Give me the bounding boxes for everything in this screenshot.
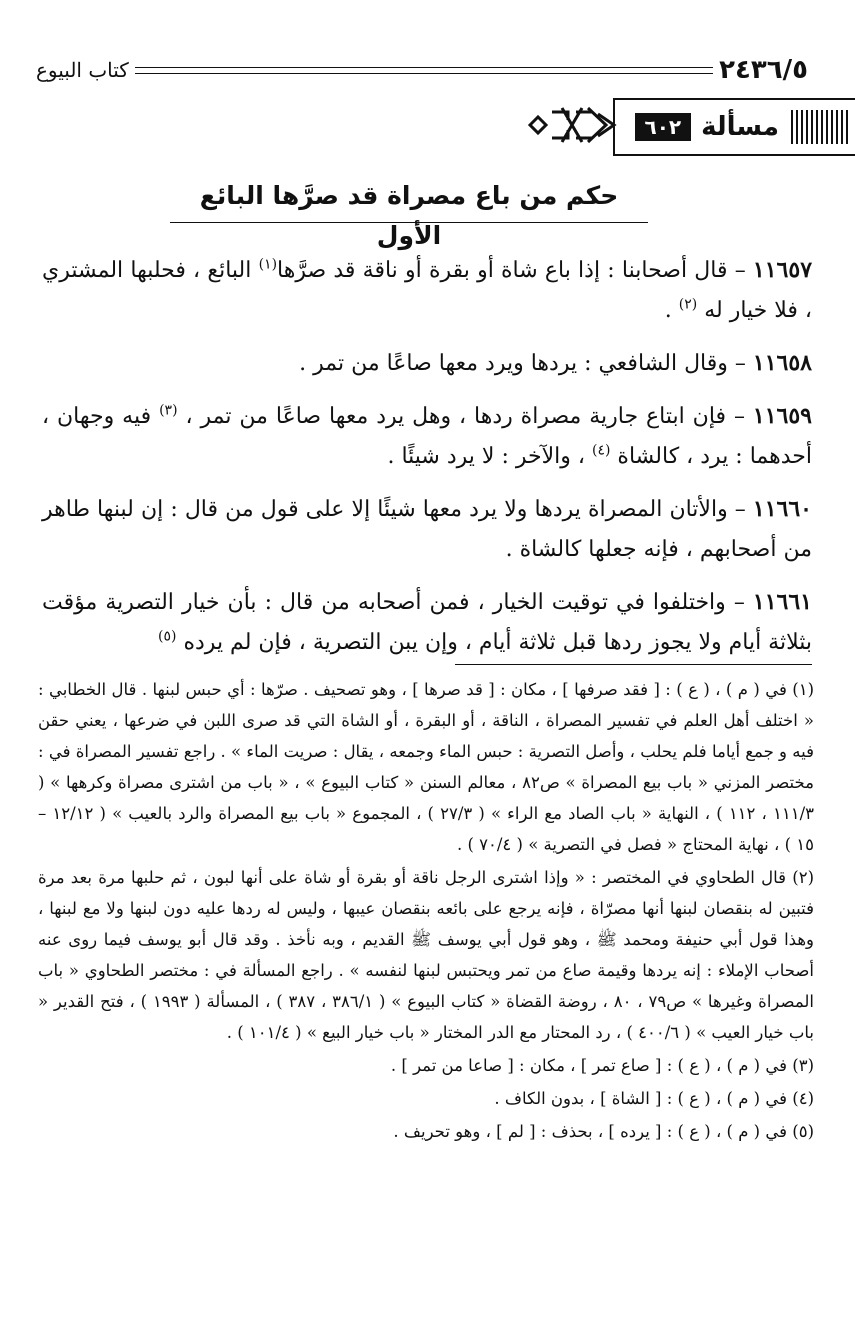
issue-label: مسألة	[701, 112, 779, 142]
issue-frame	[613, 98, 855, 156]
footnotes	[38, 674, 814, 1149]
knot-ornament-icon	[522, 100, 622, 150]
paragraph-text: .	[664, 298, 679, 323]
paragraph-text: – فإن ابتاع جارية مصراة ردها ، وهل يرد معها صاعًا من تمر ،	[177, 404, 753, 429]
issue-banner	[510, 98, 855, 154]
paragraph-text: – واختلفوا في توقيت الخيار ، فمن أصحابه من قال : بأن خيار التصرية مؤقت بثلاثة أيام ولا يجوز ردها قبل ثلاثة أيام ، وإن يبن التصرية ، فإن لم يرده	[42, 590, 812, 655]
section-title: حكم من باع مصراة قد صرَّها البائع الأول	[199, 181, 619, 250]
footnote-ref: (٣)	[159, 402, 178, 419]
paragraph-number: ١١٦٥٧	[752, 257, 813, 283]
book-title: كتاب البيوع	[36, 58, 129, 82]
paragraph	[42, 396, 812, 477]
page-number: ٢٤٣٦/٥	[719, 55, 808, 85]
header-rule	[135, 67, 713, 74]
paragraph-number: ١١٦٦١	[752, 589, 812, 615]
paragraph-number: ١١٦٥٨	[752, 350, 812, 376]
footnote: (٢) قال الطحاوي في المختصر : « وإذا اشترى الرجل ناقة أو بقرة أو شاة على أنها لبون ، ثم حلبها مرة بعد مرة فتبين له بنقصان لبنها أنها مصرّاة ، فإنه يرجع على بائعه بنقصان عيبها ، وليس له ردها عليه دون لبنها ولا مع لبنها ، وهذا قول أبي حنيفة ومحمد ﷺ ، وهو قول أبي يوسف ﷺ القديم ، وبه نأخذ . وقد قال أبو يوسف فيما روى عنه أصحاب الإملاء : إنه يردها وقيمة صاع من تمر ويحتبس لبنها لنفسه » . راجع المسألة في : مختصر الطحاوي « باب المصراة وغيرها » ص٧٩ ، ٨٠ ، روضة القضاة « كتاب البيوع » ( ٣٨٦/١ ، ٣٨٧ ) ، المسألة ( ١٩٩٣ ) ، فتح القدير « باب خيار العيب » ( ٤٠٠/٦ ) ، رد المحتار مع الدر المختار « باب خيار البيع » ( ١٠١/٤ ) .	[38, 868, 814, 1042]
running-header	[36, 50, 808, 90]
paragraph-number: ١١٦٥٩	[752, 403, 812, 429]
paragraph-text: – قال أصحابنا : إذا باع شاة أو بقرة أو ناقة قد صرَّها	[277, 258, 753, 283]
footnote-ref: (٢)	[678, 296, 698, 313]
footnote-divider	[455, 664, 812, 665]
footnote: (٥) في ( م ) ، ( ع ) : [ يرده ] ، بحذف : [ لم ] ، وهو تحريف .	[393, 1122, 814, 1141]
paragraph-text: البائع ، فحلبها المشتري ، فلا خيار له	[42, 258, 812, 323]
paragraph-text: ، والآخر : لا يرد شيئًا .	[387, 444, 592, 469]
issue-number: ٦٠٢	[635, 113, 692, 141]
footnote: (١) في ( م ) ، ( ع ) : [ فقد صرفها ] ، مكان : [ قد صرها ] ، وهو تصحيف . صرّها : أي حبس لبنها . قال الخطابي : « اختلف أهل العلم في تفسير المصراة ، الناقة ، أو البقرة ، أو الشاة التي قد صرى اللبن في ضرعها ، يعني حقن فيه و جمع أياما فلم يحلب ، وأصل التصرية : حبس الماء وجمعه ، يقال : صريت الماء » . راجع تفسير المصراة في : مختصر المزني « باب بيع المصراة » ص٨٢ ، معالم السنن « كتاب البيوع » ، « باب من اشترى مصراة وكرهها » ( ١١١/٣ ، ١١٢ ) ، النهاية « باب الصاد مع الراء » ( ٢٧/٣ ) ، المجموع « باب بيع المصراة والرد بالعيب » ( ١٢/١٢ – ١٥ ) ، نهاية المحتاج « فصل في التصرية » ( ٧٠/٤ ) .	[38, 680, 814, 854]
footnote-ref: (٤)	[591, 442, 611, 459]
paragraph	[42, 250, 812, 331]
paragraph	[42, 343, 812, 384]
footnote: (٤) في ( م ) ، ( ع ) : [ الشاة ] ، بدون الكاف .	[494, 1089, 814, 1108]
paragraph	[42, 582, 812, 663]
footnote-ref: (٥)	[158, 628, 177, 645]
paragraph-text: – والأتان المصراة يردها ولا يرد معها شيئًا إلا على قول من قال : إن لبنها طاهر من أصحابهم ، فإنه جعلها كالشاة .	[42, 497, 812, 562]
paragraph	[42, 489, 812, 570]
paragraph-text: فيه وجهان ، أحدهما : يرد ، كالشاة	[42, 404, 812, 469]
main-text	[42, 250, 812, 675]
paragraph-number: ١١٦٦٠	[752, 496, 812, 522]
footnote-ref: (١)	[258, 256, 278, 273]
section-title-box	[170, 176, 648, 250]
striped-bars-ornament	[791, 110, 849, 144]
footnote: (٣) في ( م ) ، ( ع ) : [ صاع تمر ] ، مكان : [ صاعا من تمر ] .	[390, 1056, 814, 1075]
paragraph-text: – وقال الشافعي : يردها ويرد معها صاعًا من تمر .	[299, 351, 753, 376]
